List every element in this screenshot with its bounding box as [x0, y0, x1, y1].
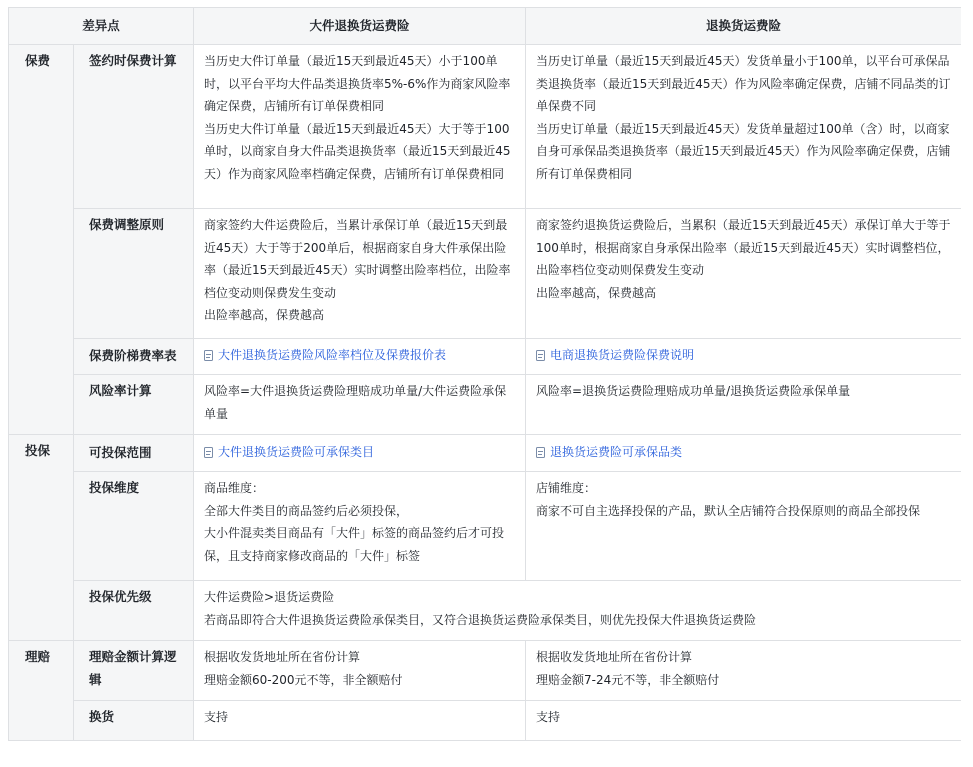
normal-scope-link[interactable]	[536, 441, 682, 464]
cell-big-dimension	[194, 472, 526, 581]
text-line: 大件运费险>退货运费险	[204, 590, 335, 604]
text-line: 根据收发货地址所在省份计算	[204, 650, 361, 664]
big-rate-table-link[interactable]	[204, 344, 446, 367]
document-icon	[536, 350, 545, 361]
cell-normal-claim-logic	[526, 641, 961, 701]
row-label-premium-adjust: 保费调整原则	[74, 209, 194, 339]
row-label-scope: 可投保范围	[74, 435, 194, 472]
link-text: 大件退换货运费险可承保类目	[218, 444, 375, 459]
header-diff-point: 差异点	[9, 8, 194, 45]
row-label-rate-table: 保费阶梯费率表	[74, 339, 194, 375]
row-label-priority: 投保优先级	[74, 581, 194, 641]
cell-normal-dimension	[526, 472, 961, 581]
comparison-table	[8, 7, 961, 741]
text-line: 根据收发货地址所在省份计算	[536, 650, 693, 664]
document-icon	[536, 447, 545, 458]
text-line: 出险率越高，保费越高	[536, 285, 657, 300]
text-line: 当历史大件订单量（最近15天到最近45天）小于100单时，以平台平均大件品类退换货率5%-6%作为商家风险率确定保费，店铺所有订单保费相同	[204, 54, 511, 113]
document-icon	[204, 350, 213, 361]
cell-normal-exchange: 支持	[526, 701, 961, 741]
category-insure: 投保	[9, 435, 74, 641]
row-rate-table	[9, 339, 962, 375]
link-text: 电商退换货运费险保费说明	[550, 348, 695, 363]
text-line: 大小件混卖类目商品有「大件」标签的商品签约后才可投保，且支持商家修改商品的「大件」标签	[204, 526, 505, 563]
text-line: 若商品即符合大件退换货运费险承保类目，又符合退换货运费险承保类目，则优先投保大件退换货运费险	[204, 612, 757, 627]
text-line: 当历史大件订单量（最近15天到最近45天）大于等于100单时，以商家自身大件品类退换货率（最近15天到最近45天）作为商家风险率档确定保费，店铺所有订单保费相同	[204, 121, 511, 181]
cell-priority	[194, 581, 961, 641]
cell-big-premium-calc	[194, 45, 526, 209]
row-label-exchange: 换货	[74, 701, 194, 741]
text-line: 当历史订单量（最近15天到最近45天）发货单量小于100单，以平台可承保品类退换货率（最近15天到最近45天）作为风险率确定保费，店铺不同品类的订单保费不同	[536, 54, 951, 113]
cell-big-premium-adjust	[194, 209, 526, 339]
comparison-table-container	[8, 7, 961, 767]
header-row	[9, 8, 962, 45]
header-normal-insurance: 退换货运费险	[526, 8, 961, 45]
row-premium-calc	[9, 45, 962, 209]
cell-big-risk-calc: 风险率=大件退换货运费险理赔成功单量/大件运费险承保单量	[194, 375, 526, 435]
text-line: 商家签约退换货运费险后，当累积（最近15天到最近45天）承保订单大于等于100单时，根据商家自身承保出险率（最近15天到最近45天）实时调整档位，出险率档位变动则保费发生变动	[536, 218, 951, 277]
row-label-premium-calc: 签约时保费计算	[74, 45, 194, 209]
cell-normal-risk-calc: 风险率=退换货运费险理赔成功单量/退换货运费险承保单量	[526, 375, 961, 435]
row-priority	[9, 581, 962, 641]
row-claim-logic	[9, 641, 962, 701]
cell-normal-scope	[526, 435, 961, 472]
text-line: 理赔金额60-200元不等，非全额赔付	[204, 672, 403, 687]
category-claim: 理赔	[9, 641, 74, 741]
row-label-dimension: 投保维度	[74, 472, 194, 581]
text-line: 出险率越高，保费越高	[204, 308, 325, 322]
row-premium-adjust	[9, 209, 962, 339]
big-scope-link[interactable]	[204, 441, 374, 464]
cell-big-scope	[194, 435, 526, 472]
cell-big-rate-table	[194, 339, 526, 375]
row-risk-calc	[9, 375, 962, 435]
text-line: 理赔金额7-24元不等，非全额赔付	[536, 672, 720, 687]
document-icon	[204, 447, 213, 458]
row-exchange	[9, 701, 962, 741]
text-line: 店铺维度：	[536, 481, 597, 495]
text-line: 商家签约大件运费险后，当累计承保订单（最近15天到最近45天）大于等于200单后，根据商家自身大件承保出险率（最近15天到最近45天）实时调整出险率档位，出险率档位变动则保费发生变动	[204, 218, 511, 300]
cell-big-exchange: 支持	[194, 701, 526, 741]
link-text: 大件退换货运费险风险率档位及保费报价表	[218, 348, 447, 363]
row-scope	[9, 435, 962, 472]
header-big-insurance: 大件退换货运费险	[194, 8, 526, 45]
row-label-claim-logic: 理赔金额计算逻辑	[74, 641, 194, 701]
cell-normal-premium-calc	[526, 45, 961, 209]
cell-big-claim-logic	[194, 641, 526, 701]
cell-normal-rate-table	[526, 339, 961, 375]
cell-normal-premium-adjust	[526, 209, 961, 339]
row-label-risk-calc: 风险率计算	[74, 375, 194, 435]
text-line: 商家不可自主选择投保的产品，默认全店铺符合投保原则的商品全部投保	[536, 503, 921, 518]
category-premium: 保费	[9, 45, 74, 435]
text-line: 当历史订单量（最近15天到最近45天）发货单量超过100单（含）时，以商家自身可承保品类退换货率（最近15天到最近45天）作为风险率确定保费，店铺所有订单保费相同	[536, 121, 951, 181]
normal-rate-table-link[interactable]	[536, 344, 694, 367]
text-line: 全部大件类目的商品签约后必须投保，	[204, 503, 409, 518]
text-line: 商品维度：	[204, 481, 265, 495]
link-text: 退换货运费险可承保品类	[550, 444, 683, 459]
row-dimension	[9, 472, 962, 581]
